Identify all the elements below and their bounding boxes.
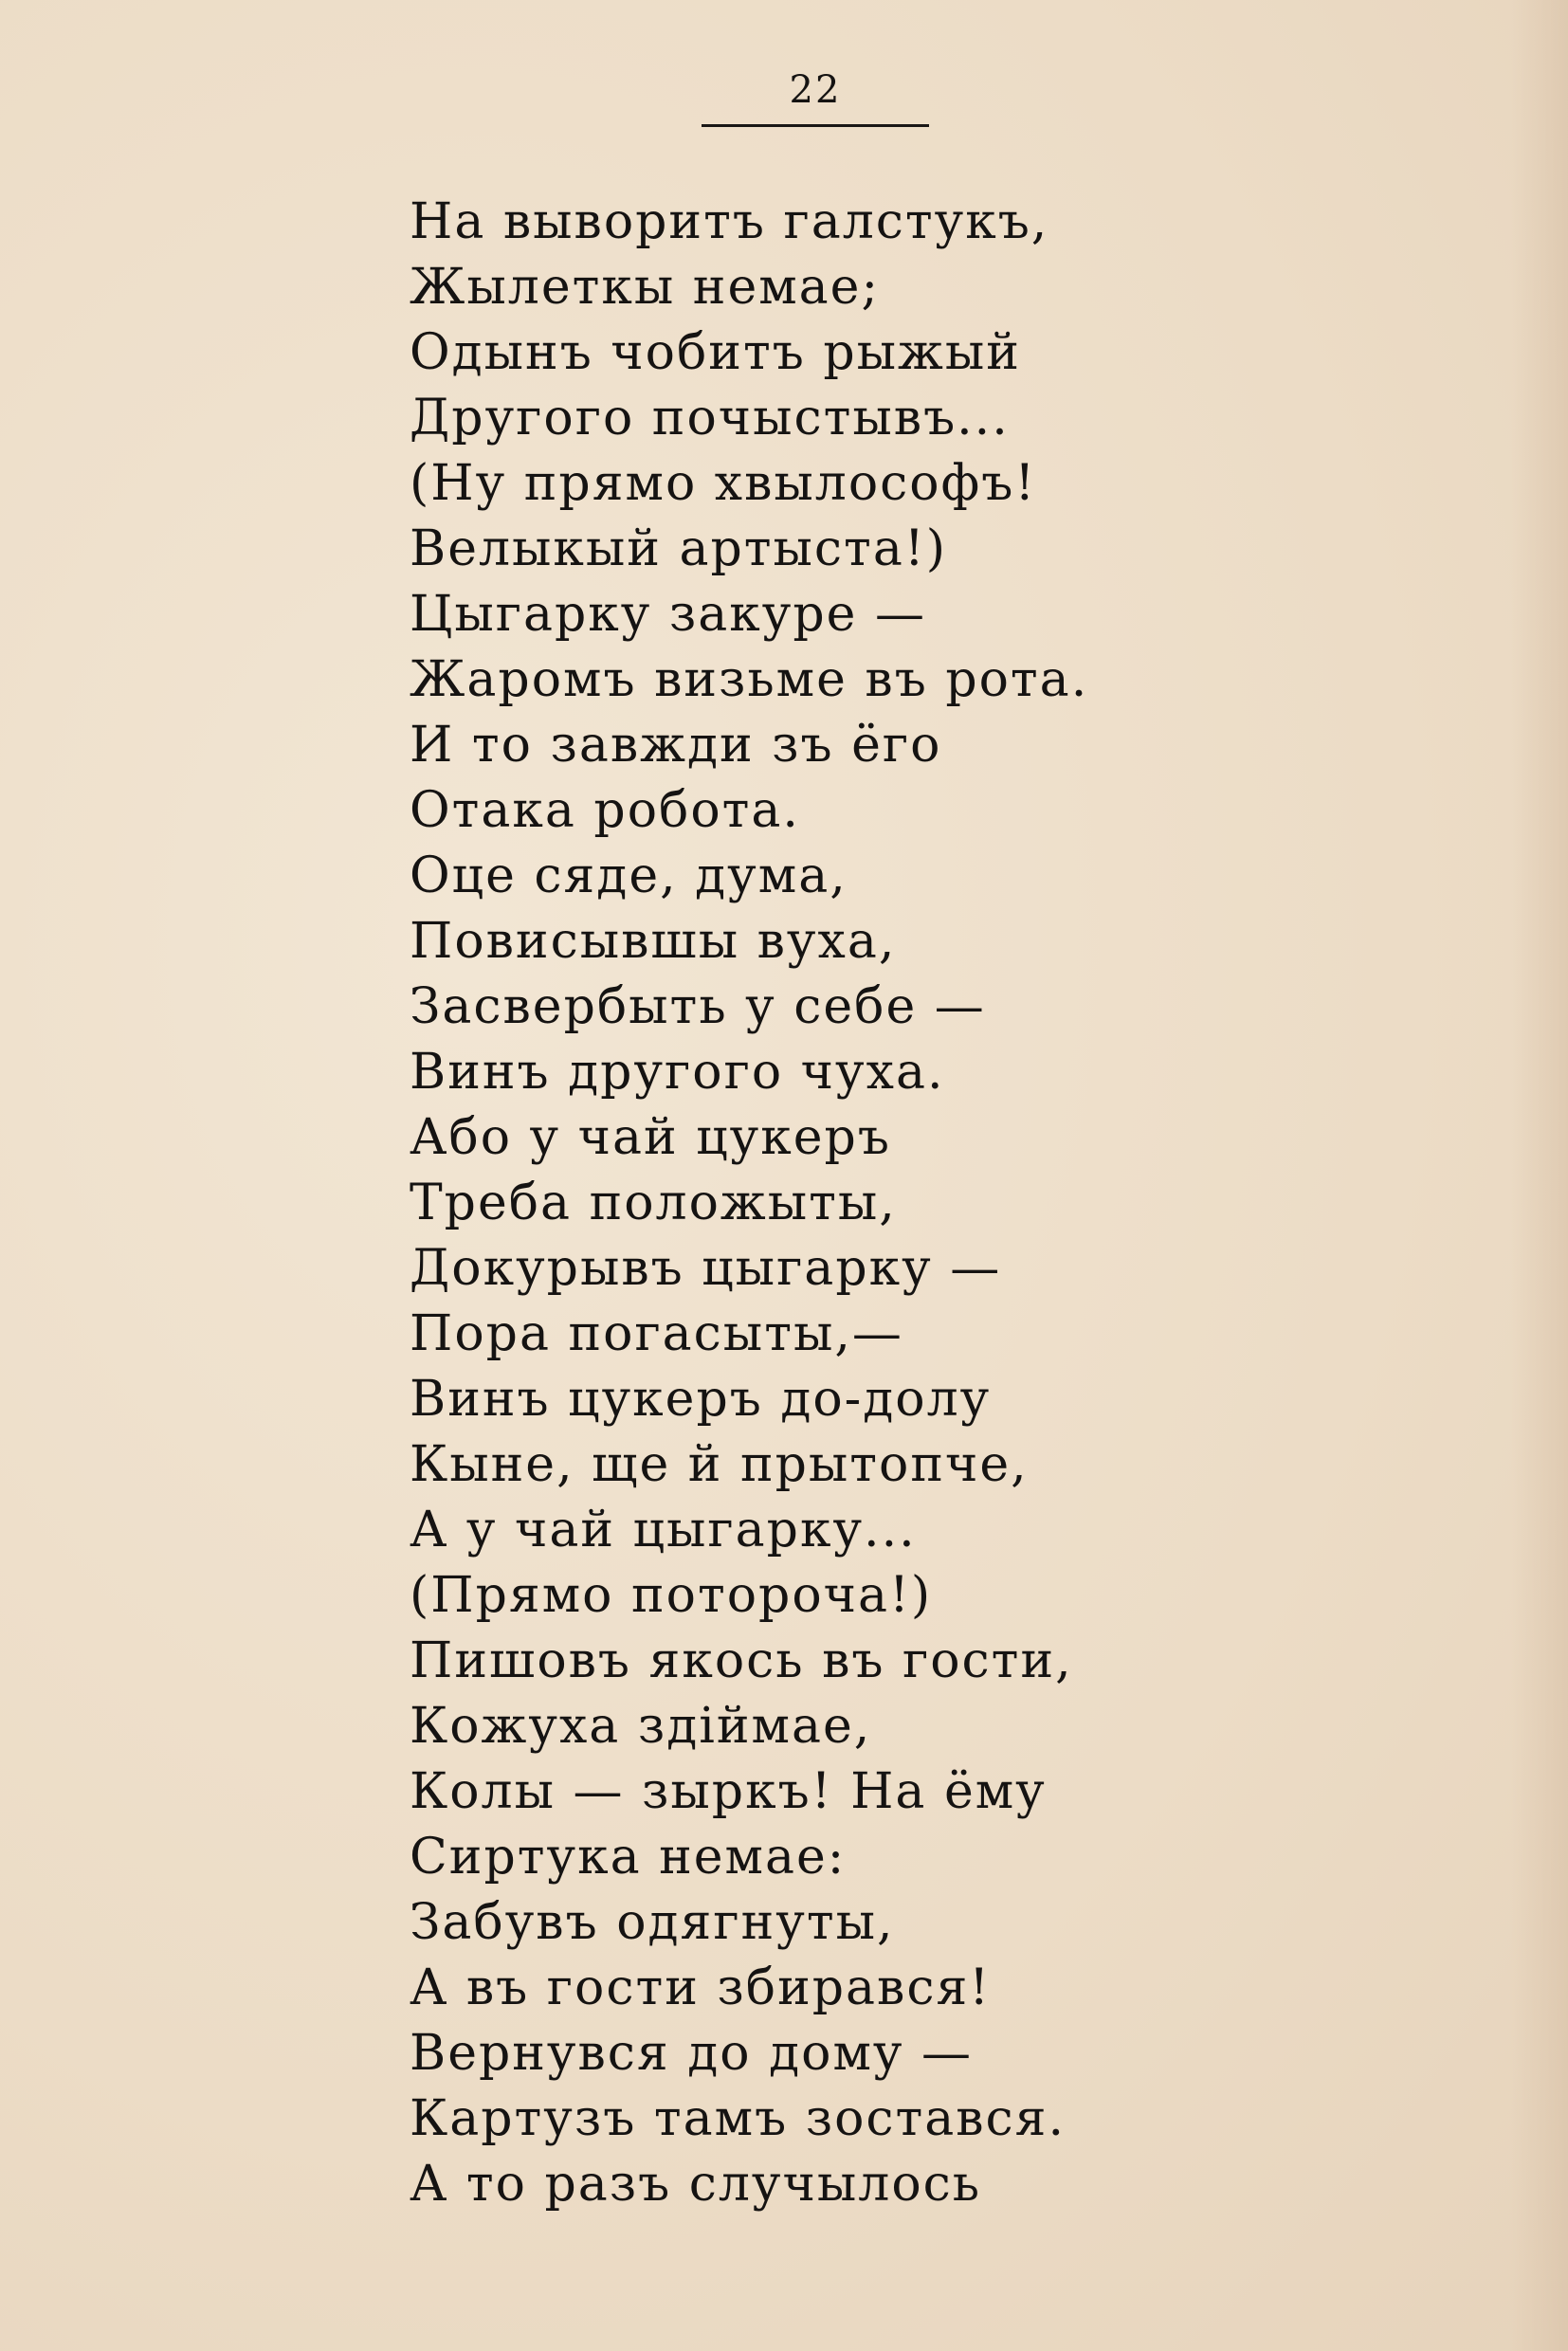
poem-line: А въ гости збирався! bbox=[410, 1959, 992, 2016]
poem-line: На выворитъ галстукъ, bbox=[410, 193, 1049, 250]
poem-line: Пишовъ якось въ гости, bbox=[410, 1632, 1073, 1689]
page-number: 22 bbox=[789, 68, 842, 112]
poem-line: Оце сяде, дума, bbox=[410, 847, 848, 904]
poem-line: Велыкый артыста!) bbox=[410, 520, 947, 577]
poem-line: Жылеткы немае; bbox=[410, 259, 880, 316]
poem-line: Цыгарку закуре — bbox=[410, 586, 926, 643]
poem-line: А у чай цыгарку... bbox=[410, 1502, 917, 1558]
poem-line: Докурывъ цыгарку — bbox=[410, 1240, 1002, 1297]
header-rule bbox=[702, 124, 929, 127]
poem-text bbox=[410, 190, 1263, 2217]
poem-line: Забувъ одягнуты, bbox=[410, 1894, 895, 1951]
poem-line: Треба положыты, bbox=[410, 1175, 897, 1231]
poem-line: И то завжди зъ ёго bbox=[410, 717, 942, 774]
page-edge-shadow bbox=[1511, 0, 1568, 2351]
poem-line: (Ну прямо хвылософъ! bbox=[410, 455, 1037, 512]
poem-line: Картузъ тамъ зостався. bbox=[410, 2090, 1066, 2147]
poem-line: Пора погасыты,— bbox=[410, 1305, 903, 1362]
poem-line: Другого почыстывъ... bbox=[410, 390, 1010, 447]
poem-line: Вернувся до дому — bbox=[410, 2025, 974, 2082]
poem-line: Винъ цукеръ до-долу bbox=[410, 1371, 992, 1428]
poem-line: Колы — зыркъ! На ёму bbox=[410, 1763, 1047, 1820]
poem-line: Отака робота. bbox=[410, 782, 800, 839]
poem-line: Кожуха здіймае, bbox=[410, 1698, 872, 1755]
poem-line: Повисывшы вуха, bbox=[410, 913, 897, 970]
poem-line: Засвербыть у себе — bbox=[410, 978, 986, 1035]
poem-line: Або у чай цукеръ bbox=[410, 1109, 891, 1166]
poem-line: Винъ другого чуха. bbox=[410, 1044, 945, 1101]
poem-line: Кыне, ще й прытопче, bbox=[410, 1436, 1029, 1493]
poem-line: А то разъ случылось bbox=[410, 2156, 982, 2213]
poem-line: (Прямо потороча!) bbox=[410, 1567, 933, 1624]
poem-line: Сиртука немае: bbox=[410, 1829, 847, 1886]
poem-line: Одынъ чобитъ рыжый bbox=[410, 324, 1021, 381]
poem-line: Жаромъ визьме въ рота. bbox=[410, 651, 1089, 708]
